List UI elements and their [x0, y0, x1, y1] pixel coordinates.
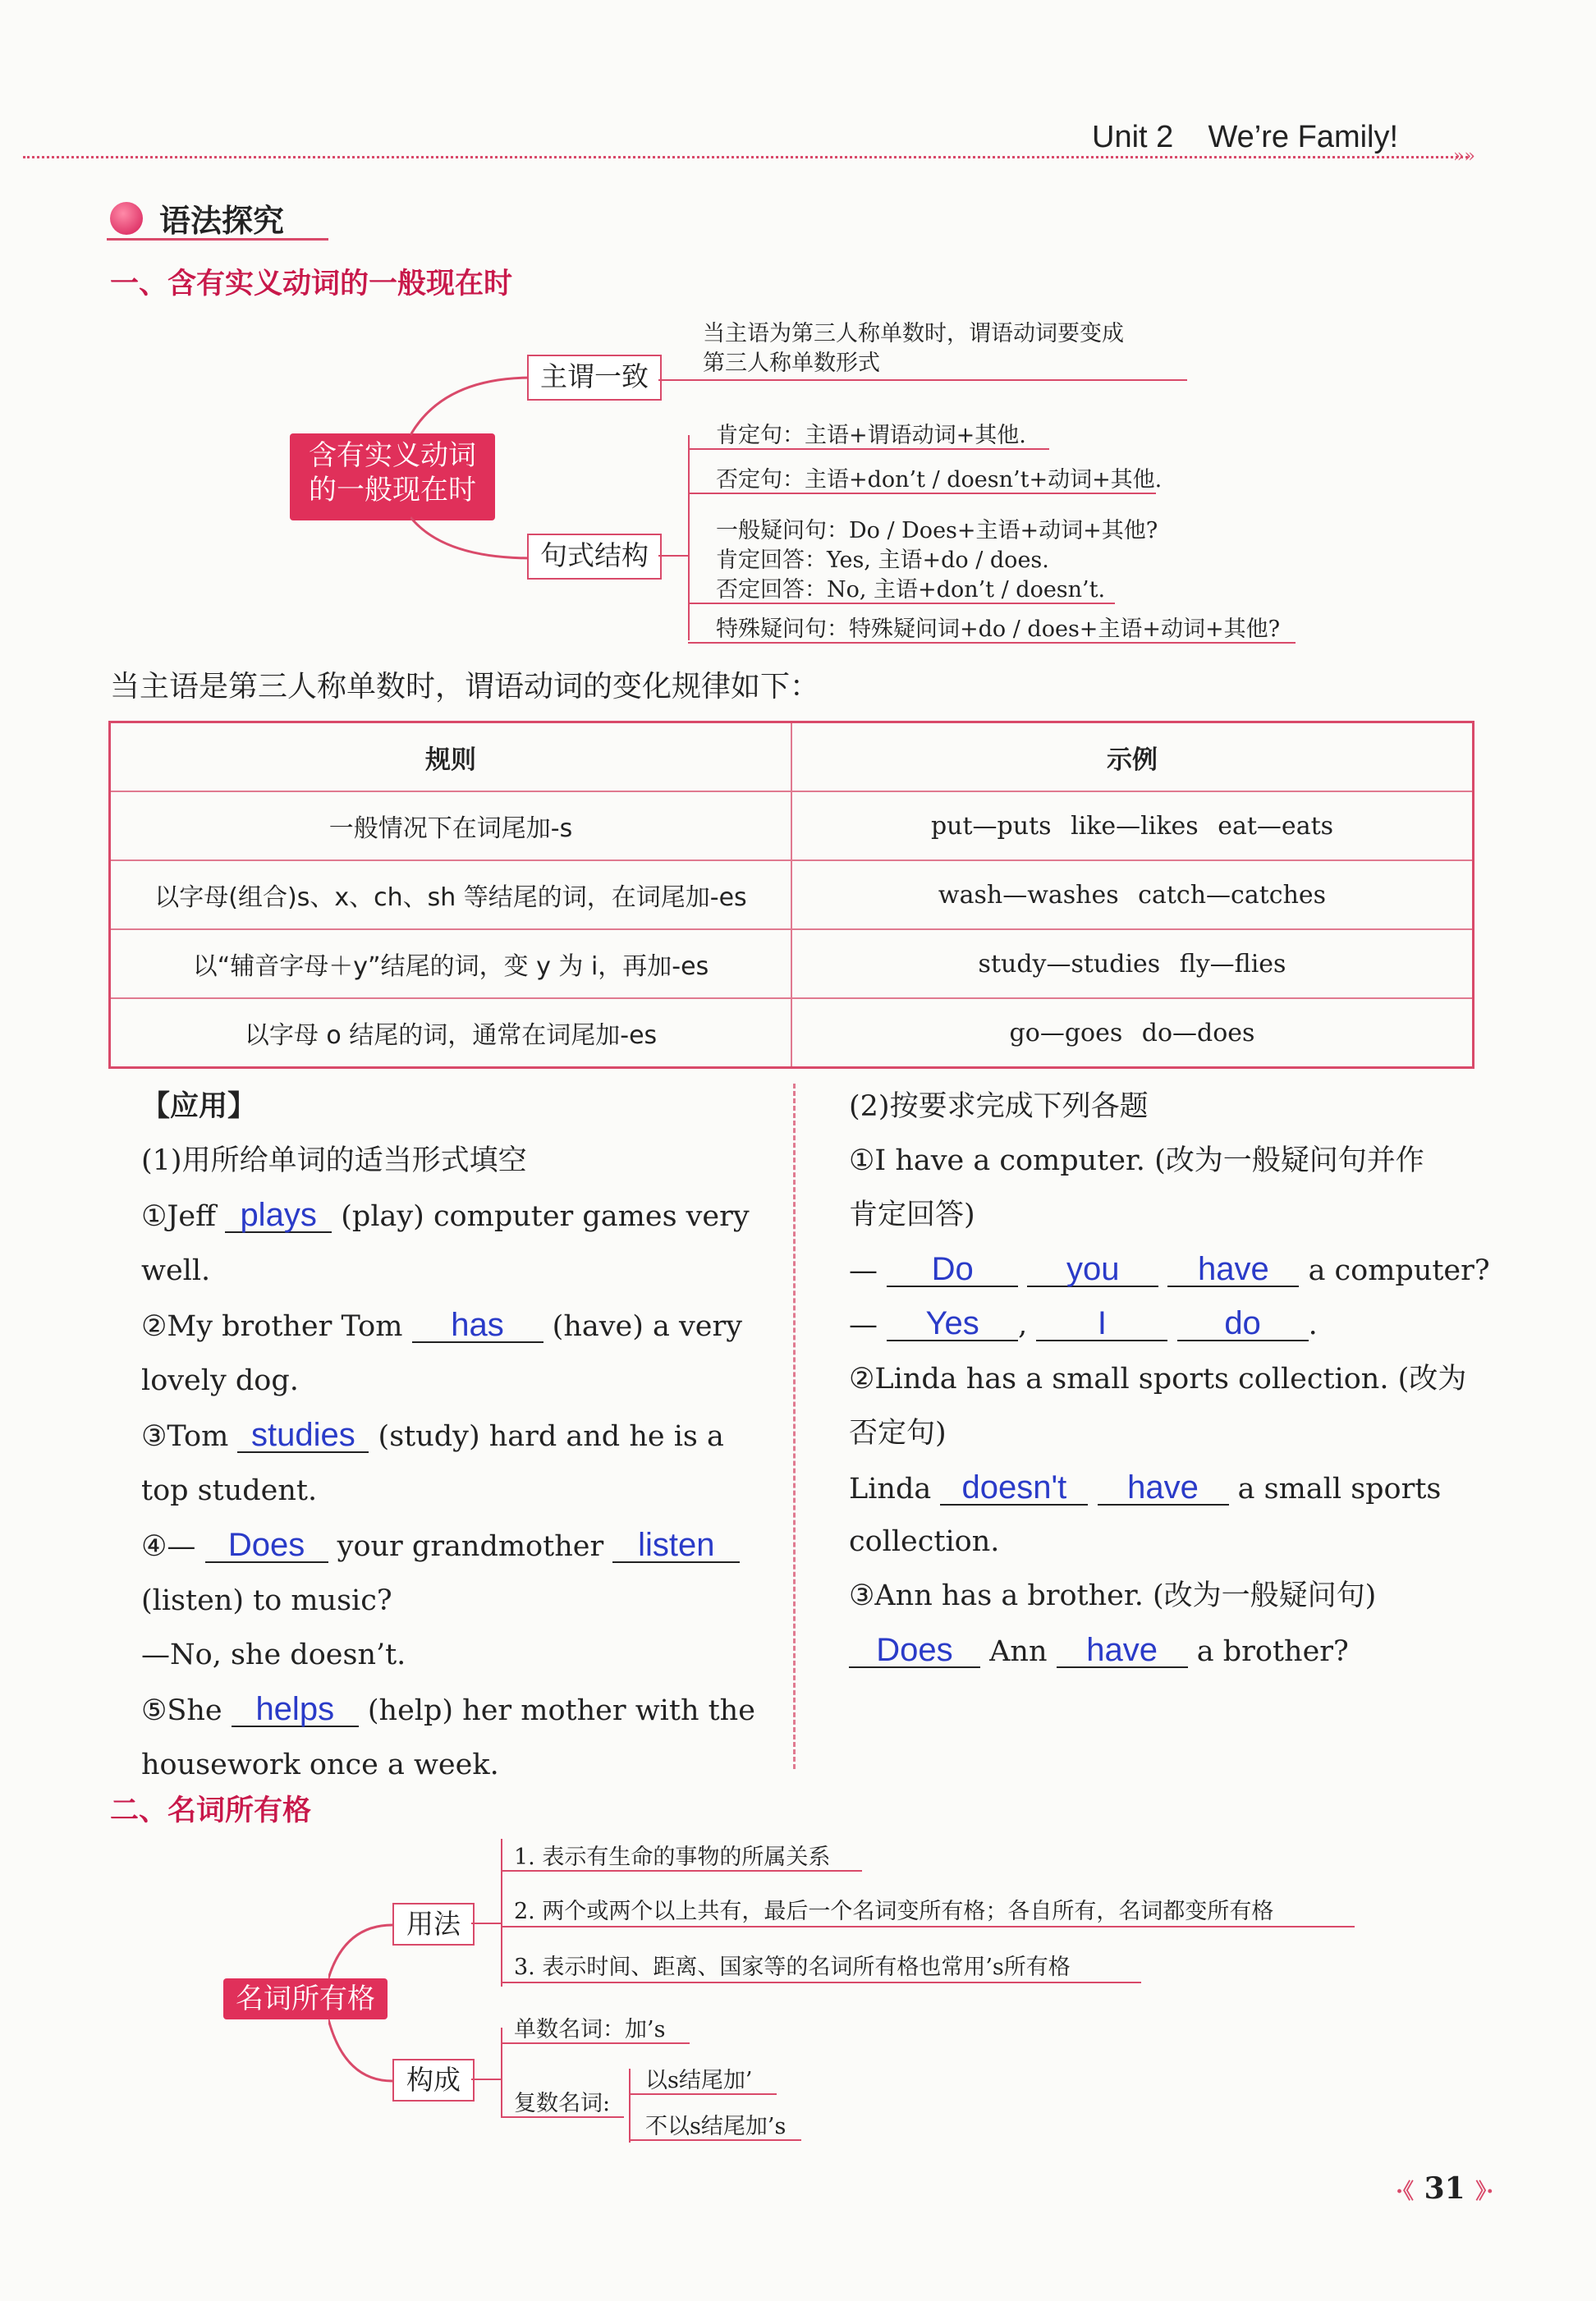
- application-label: 【应用】: [141, 1090, 257, 1123]
- node2-stub: [658, 555, 688, 557]
- answer-blank[interactable]: plays: [225, 1199, 332, 1233]
- bullet-icon: [110, 202, 143, 235]
- q5-line1: [141, 1693, 755, 1727]
- special-line: [688, 642, 1296, 644]
- unit-title: Unit 2 We’re Family!: [1092, 120, 1399, 154]
- affirmative-rule: 肯定句：主语+谓语动词+其他.: [716, 423, 1026, 448]
- form-stub: [471, 2079, 501, 2080]
- node1-line: [658, 379, 1187, 381]
- r2-rest: a small sports: [1237, 1473, 1442, 1506]
- r2-line1: ②Linda has a small sports collection. (改为: [849, 1363, 1467, 1396]
- part2-title: (2)按要求完成下列各题: [849, 1090, 1149, 1123]
- q4-line1: [141, 1529, 740, 1563]
- table-row: [110, 929, 1474, 998]
- answer-blank[interactable]: you: [1027, 1253, 1158, 1287]
- page-number: [1396, 2171, 1493, 2206]
- r2-line2: 否定句): [849, 1417, 947, 1450]
- table-row: [110, 791, 1474, 860]
- answer-blank[interactable]: have: [1057, 1634, 1188, 1668]
- r1-line1: ①I have a computer. (改为一般疑问句并作: [849, 1144, 1424, 1177]
- plural-rule: 复数名词:: [514, 2091, 611, 2116]
- node-form: 构成: [392, 2059, 475, 2102]
- q3-rest: (study) hard and he is a: [378, 1420, 724, 1453]
- example-cell: study—studies fly—flies: [791, 929, 1474, 998]
- answer-blank[interactable]: listen: [612, 1529, 740, 1563]
- r3-line1: ③Ann has a brother. (改为一般疑问句): [849, 1579, 1377, 1612]
- answer-blank[interactable]: have: [1167, 1253, 1299, 1287]
- answer-blank[interactable]: doesn't: [940, 1471, 1088, 1506]
- answer-blank[interactable]: helps: [232, 1693, 359, 1727]
- usage-bracket: [501, 1839, 502, 1987]
- dash: —: [849, 1254, 878, 1287]
- period: .: [1308, 1309, 1318, 1341]
- grammar-heading: 语法探究: [159, 203, 285, 239]
- section2-title: 二、名词所有格: [110, 1795, 312, 1827]
- plural-item-line: [629, 2139, 801, 2141]
- r3-line2: [849, 1634, 1349, 1668]
- rule-intro: 当主语是第三人称单数时，谓语动词的变化规律如下：: [110, 670, 820, 704]
- q4-start: ④—: [141, 1530, 196, 1563]
- plural-item-line: [629, 2093, 777, 2095]
- plural-item: 以s结尾加’: [645, 2068, 753, 2093]
- example-cell: put—puts like—likes eat—eats: [791, 791, 1474, 860]
- q5-rest: (help) her mother with the: [367, 1694, 755, 1727]
- r3-middle: Ann: [989, 1635, 1048, 1668]
- grammar-underline: [107, 238, 328, 241]
- q1-line1: [141, 1199, 750, 1233]
- example-cell: wash—washes catch—catches: [791, 860, 1474, 929]
- part1-title: (1)用所给单词的适当形式填空: [141, 1144, 527, 1177]
- answer-blank[interactable]: Does: [205, 1529, 328, 1563]
- r1-line2: 肯定回答): [849, 1199, 975, 1231]
- header-arrows: »»: [1453, 146, 1475, 167]
- usage-item: 3. 表示时间、距离、国家等的名词所有格也常用’s所有格: [514, 1955, 1071, 1980]
- q3-start: ③Tom: [141, 1420, 229, 1453]
- q3-line1: [141, 1419, 724, 1453]
- center-line2: 的一般现在时: [309, 474, 476, 506]
- q4-line3: —No, she doesn’t.: [141, 1639, 406, 1671]
- header-divider: [23, 156, 1468, 158]
- comma: ,: [1018, 1309, 1028, 1341]
- r3-rest: a brother?: [1196, 1635, 1349, 1668]
- r2-line3: [849, 1471, 1441, 1506]
- usage-line: [501, 1870, 862, 1872]
- answer-blank[interactable]: studies: [237, 1419, 369, 1453]
- mindmap-branches: [410, 361, 534, 575]
- q4-middle: your grandmother: [337, 1530, 604, 1563]
- r1-rest: a computer?: [1308, 1254, 1490, 1287]
- table-row: [110, 860, 1474, 929]
- possessive-center: 名词所有格: [223, 1978, 388, 2019]
- answer-blank[interactable]: Do: [887, 1253, 1018, 1287]
- q5-line2: housework once a week.: [141, 1749, 499, 1781]
- q2-rest: (have) a very: [552, 1310, 742, 1343]
- dash: —: [849, 1309, 878, 1341]
- header-rule: 规则: [110, 722, 792, 792]
- singular-rule: 单数名词：加’s: [514, 2017, 666, 2042]
- center-line1: 含有实义动词: [309, 439, 476, 472]
- node-usage: 用法: [392, 1903, 475, 1946]
- rule-cell: 以“辅音字母＋y”结尾的词，变 y 为 i，再加-es: [110, 929, 792, 998]
- answer-blank[interactable]: have: [1098, 1471, 1229, 1506]
- negative-rule: 否定句：主语+don’t / doesn’t+动词+其他.: [716, 467, 1163, 493]
- plural-item: 不以s结尾加’s: [645, 2114, 787, 2139]
- usage-stub: [471, 1923, 501, 1924]
- left-ornament-icon: ·《: [1396, 2180, 1415, 2204]
- answer-blank[interactable]: do: [1177, 1307, 1309, 1341]
- q4-line2: (listen) to music?: [141, 1584, 392, 1617]
- header-example: 示例: [791, 722, 1474, 792]
- usage-item: 1. 表示有生命的事物的所属关系: [514, 1845, 831, 1870]
- singular-line: [501, 2042, 690, 2044]
- answer-blank[interactable]: Yes: [887, 1307, 1018, 1341]
- usage-line: [501, 1982, 1141, 1983]
- possessive-branches: [328, 1913, 394, 2102]
- rule-cell: 以字母 o 结尾的词，通常在词尾加-es: [110, 998, 792, 1068]
- usage-line: [501, 1926, 1355, 1927]
- node1-text2: 第三人称单数形式: [703, 351, 880, 376]
- question-rule: 一般疑问句：Do / Does+主语+动词+其他?: [716, 518, 1158, 543]
- q5-start: ⑤She: [141, 1694, 222, 1727]
- negative-line: [688, 493, 1156, 494]
- rule-cell: 以字母(组合)s、x、ch、sh 等结尾的词，在词尾加-es: [110, 860, 792, 929]
- no-answer-rule: 否定回答：No, 主语+don’t / doesn’t.: [716, 577, 1106, 603]
- q1-rest: (play) computer games very: [341, 1200, 750, 1233]
- table-row: [110, 998, 1474, 1068]
- answer-blank[interactable]: Does: [849, 1634, 980, 1668]
- rule-cell: 一般情况下在词尾加-s: [110, 791, 792, 860]
- q2-line2: lovely dog.: [141, 1364, 299, 1397]
- answer-blank[interactable]: has: [412, 1309, 543, 1343]
- r2-line4: collection.: [849, 1525, 1000, 1558]
- affirmative-line: [688, 448, 1049, 450]
- rules-table: [108, 721, 1474, 1069]
- right-ornament-icon: 》·: [1475, 2180, 1494, 2204]
- r1-answer: [849, 1307, 1318, 1341]
- r2-start: Linda: [849, 1473, 932, 1506]
- usage-item: 2. 两个或两个以上共有，最后一个名词变所有格；各自所有，名词都变所有格: [514, 1899, 1274, 1924]
- page-number-value: 31: [1424, 2171, 1465, 2206]
- node-structure: 句式结构: [527, 534, 662, 580]
- node-agreement: 主谓一致: [527, 355, 662, 401]
- yes-answer-rule: 肯定回答：Yes, 主语+do / does.: [716, 548, 1049, 573]
- section1-title: 一、含有实义动词的一般现在时: [110, 268, 513, 300]
- example-cell: go—goes do—does: [791, 998, 1474, 1068]
- q2-line1: [141, 1309, 742, 1343]
- q2-start: ②My brother Tom: [141, 1310, 403, 1343]
- plural-bracket: [629, 2069, 631, 2143]
- node1-text1: 当主语为第三人称单数时，谓语动词要变成: [703, 321, 1124, 346]
- table-header-row: [110, 722, 1474, 792]
- q1-start: ①Jeff: [141, 1200, 216, 1233]
- q3-line2: top student.: [141, 1474, 318, 1507]
- node2-bracket: [688, 435, 690, 640]
- special-question-rule: 特殊疑问句：特殊疑问词+do / does+主语+动词+其他?: [716, 617, 1281, 642]
- plural-line: [501, 2116, 624, 2118]
- form-bracket: [501, 2028, 502, 2118]
- column-divider: [793, 1084, 796, 1769]
- q1-line2: well.: [141, 1254, 211, 1287]
- r1-question: [849, 1253, 1490, 1287]
- question-line: [688, 603, 1115, 604]
- answer-blank[interactable]: I: [1036, 1307, 1167, 1341]
